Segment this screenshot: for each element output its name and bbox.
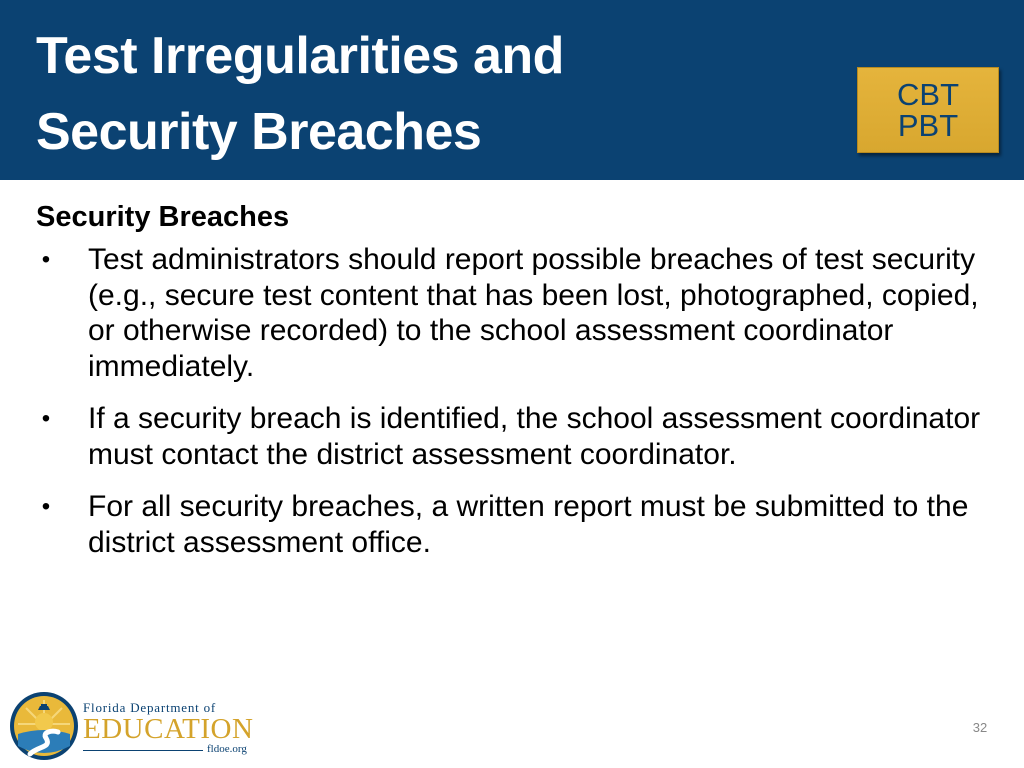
bullet-text: If a security breach is identified, the school assessment coordinator must contact the district assessment coordinator. bbox=[88, 402, 981, 471]
logo-department-text: Florida Department of bbox=[83, 700, 217, 715]
section-subheading: Security Breaches bbox=[36, 201, 290, 233]
bullet-dot-icon: • bbox=[41, 493, 51, 520]
title-bar bbox=[0, 0, 1024, 180]
bullet-text: Test administrators should report possible breaches of test security (e.g., secure test content that has been lost, photographed, copied, or otherwise recorded) to the school assessment coordinator immediately. bbox=[88, 243, 979, 383]
bullet-list bbox=[36, 242, 986, 560]
bullet-dot-icon: • bbox=[41, 246, 51, 273]
page-number: 32 bbox=[972, 720, 988, 735]
badge-pbt-label: PBT bbox=[897, 108, 959, 143]
bullet-item bbox=[36, 242, 986, 384]
slide-body bbox=[36, 198, 986, 577]
fldoe-logo bbox=[8, 690, 258, 762]
test-mode-badge bbox=[857, 67, 999, 153]
bullet-text: For all security breaches, a written report must be submitted to the district assessment office. bbox=[88, 490, 969, 559]
bullet-item bbox=[36, 489, 986, 560]
logo-url-text: fldoe.org bbox=[207, 743, 247, 755]
bullet-item bbox=[36, 401, 986, 472]
logo-wordmark bbox=[83, 700, 263, 755]
badge-cbt-label: CBT bbox=[897, 77, 959, 112]
logo-education-text: EDUCATION bbox=[83, 713, 254, 745]
logo-divider bbox=[83, 750, 203, 751]
slide-title bbox=[36, 18, 796, 170]
bullet-dot-icon: • bbox=[41, 405, 51, 432]
florida-education-seal-icon bbox=[8, 690, 80, 762]
slide-title-line-2: Security Breaches bbox=[36, 103, 482, 161]
slide-title-line-1: Test Irregularities and bbox=[36, 27, 564, 85]
